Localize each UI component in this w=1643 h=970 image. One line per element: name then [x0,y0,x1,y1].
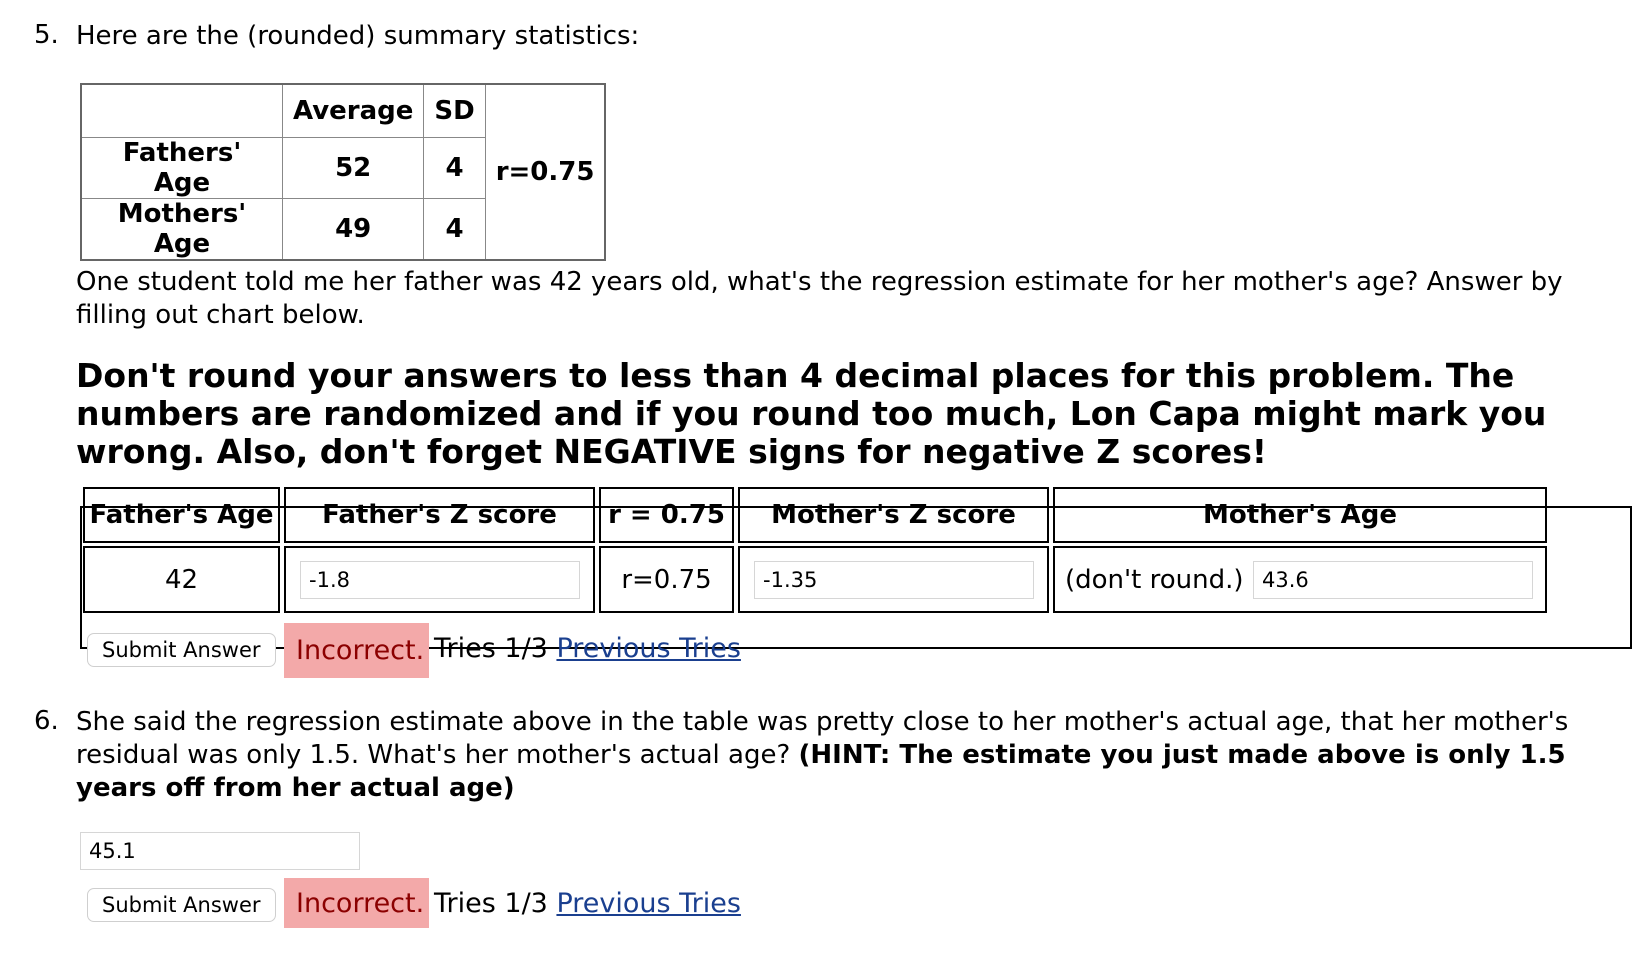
question-6-text [76,706,1568,805]
summary-sd-value: 4 [424,138,485,199]
tries-counter [434,888,741,919]
summary-average-value: 49 [283,199,424,261]
summary-header-row [81,84,605,138]
status-badge: Incorrect. [284,623,429,678]
submit-answer-button[interactable]: Submit Answer [87,633,276,667]
header-fathers-age: Father's Age [83,487,280,543]
summary-statistics-table [80,83,606,261]
submit-answer-button[interactable]: Submit Answer [87,888,276,922]
rounding-warning-line-3: wrong. Also, don't forget NEGATIVE signs for negative Z scores! [76,432,1267,471]
rounding-warning [76,357,1546,471]
header-mothers-age: Mother's Age [1053,487,1547,543]
mothers-z-score-cell [738,546,1049,613]
question-6-hint: (HINT: The estimate you just made above is only 1.5 [798,740,1566,770]
question-6-line-2-text: residual was only 1.5. What's her mother's actual age? [76,740,799,770]
header-fathers-z-score: Father's Z score [284,487,595,543]
question-6-hint-cont: years off from her actual age) [76,773,515,803]
mothers-z-score-input[interactable]: -1.35 [754,561,1034,599]
summary-row-label: Fathers' Age [81,138,283,199]
question-5-prompt-line-2: filling out chart below. [76,300,365,330]
summary-corner-cell [81,84,283,138]
question-6-line-2 [76,739,1568,772]
summary-average-value: 52 [283,138,424,199]
tries-count: Tries 1/3 [434,888,548,919]
rounding-warning-line-2: numbers are randomized and if you round too much, Lon Capa might mark you [76,394,1547,433]
question-5-number: 5. [34,20,59,50]
status-badge: Incorrect. [284,878,429,928]
question-5-prompt-line-1: One student told me her father was 42 years old, what's the regression estimate for her mother's age? Answer by [76,267,1563,297]
mothers-age-note: (don't round.) [1065,565,1244,595]
summary-sd-value: 4 [424,199,485,261]
tries-counter [434,633,741,664]
actual-age-input[interactable]: 45.1 [80,832,360,870]
header-mothers-z-score: Mother's Z score [738,487,1049,543]
summary-header-average: Average [283,84,424,138]
question-6-number: 6. [34,706,59,736]
previous-tries-link[interactable]: Previous Tries [556,888,741,919]
tries-count: Tries 1/3 [434,633,548,664]
fathers-age-value: 42 [83,546,280,613]
question-5-intro: Here are the (rounded) summary statistics: [76,21,640,51]
header-r-value: r = 0.75 [599,487,734,543]
fathers-z-score-input[interactable]: -1.8 [300,561,580,599]
summary-correlation: r=0.75 [485,84,605,260]
rounding-warning-line-1: Don't round your answers to less than 4 decimal places for this problem. The [76,356,1515,395]
fathers-z-score-cell [284,546,595,613]
r-value-cell: r=0.75 [599,546,734,613]
summary-row-label: Mothers' Age [81,199,283,261]
mothers-age-cell [1053,546,1547,613]
question-6-line-1: She said the regression estimate above in the table was pretty close to her mother's actual age, that her mother's [76,707,1569,737]
previous-tries-link[interactable]: Previous Tries [556,633,741,664]
summary-header-sd: SD [424,84,485,138]
mothers-age-input[interactable]: 43.6 [1253,561,1533,599]
